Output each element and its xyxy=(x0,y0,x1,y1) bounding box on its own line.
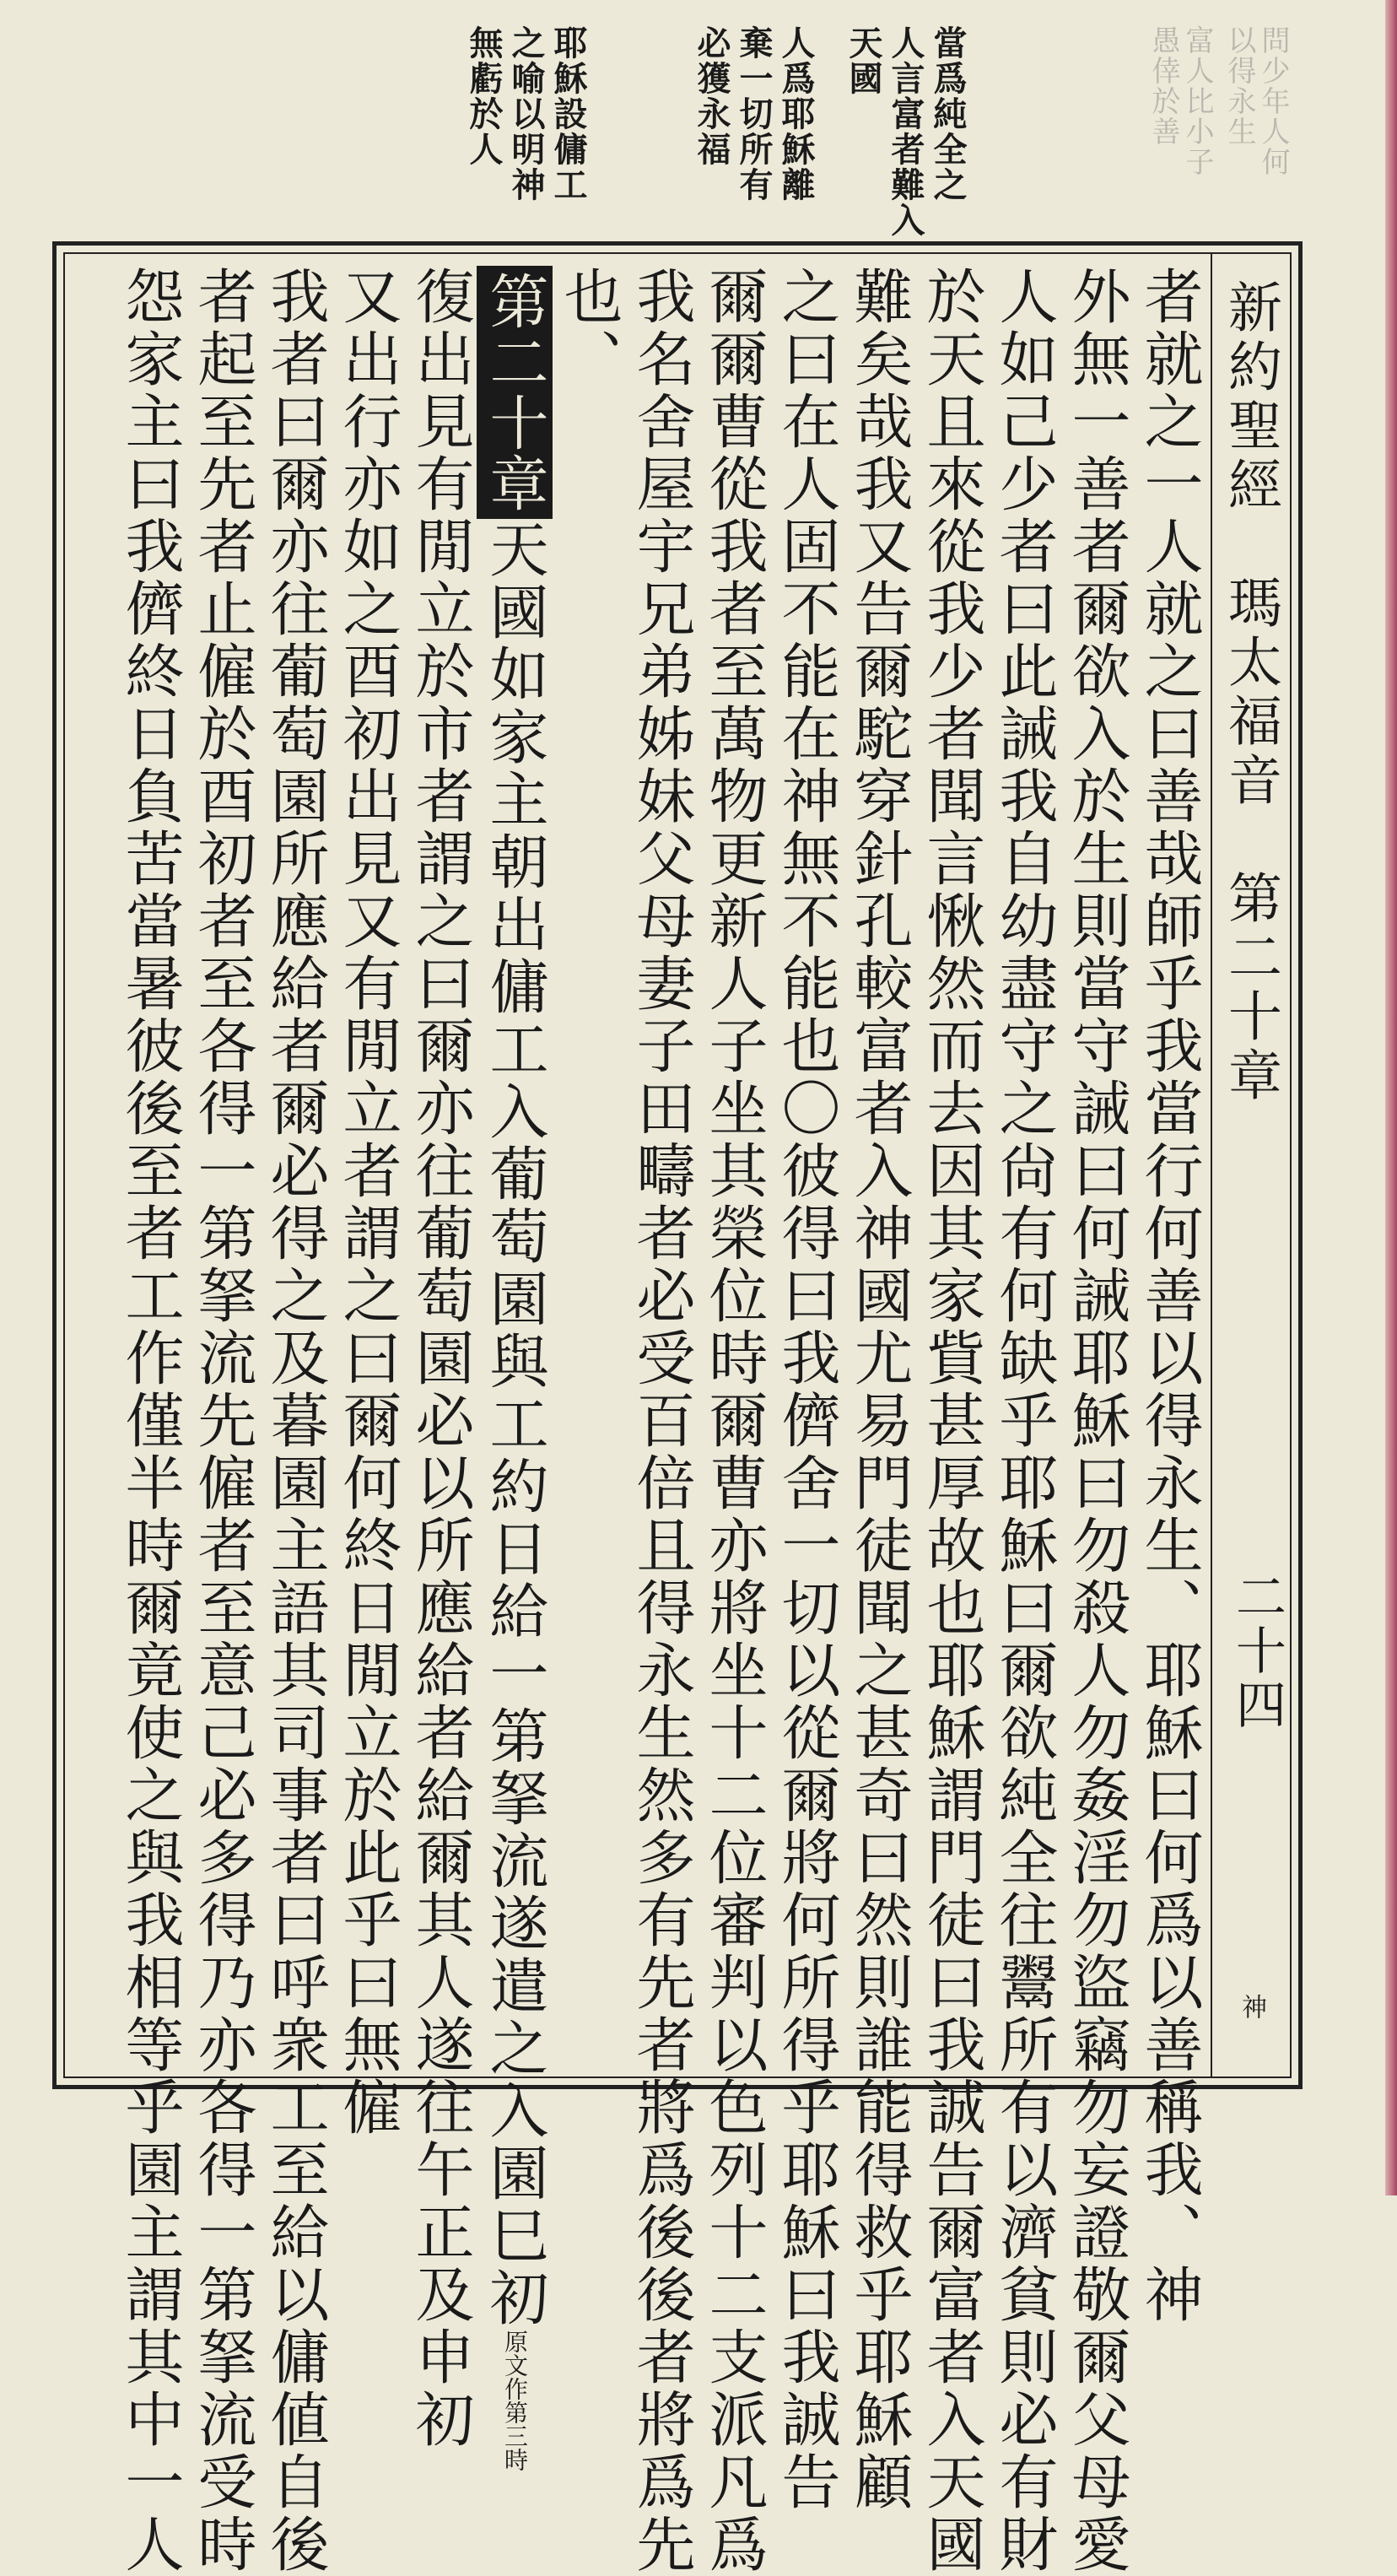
chapter-start-line: 第二十章天國如家主朝出傭工入葡萄園與工約日給一第拏流遂遣之入園巳初原文作第三時 xyxy=(477,266,553,2063)
inline-note: 原文作第三時 xyxy=(501,2330,529,2471)
text-line: 我名舍屋宇兄弟姊妹父母妻子田疇者必受百倍且得永生然多有先者將爲後後者將爲先 xyxy=(627,266,696,2576)
margin-note: 當爲純全之 xyxy=(928,25,968,203)
margin-notes xyxy=(51,25,1291,238)
margin-note: 耶穌設傭工 xyxy=(548,25,588,203)
text-line: 者起至先者止僱於酉初者至各得一第拏流先僱者至意己必多得乃亦各得一第拏流受時 xyxy=(188,266,257,2576)
margin-note-faint: 以得永生 xyxy=(1222,25,1256,147)
text-line: 我者曰爾亦往葡萄園所應給者爾必得之及暮園主語其司事者曰呼衆工至給以傭値自後 xyxy=(261,266,330,2576)
margin-note: 必獲永福 xyxy=(692,25,731,167)
header-title: 新約聖經 瑪太福音 第二十章 xyxy=(1219,279,1281,1106)
margin-note: 之喻以明神 xyxy=(506,25,546,203)
running-header xyxy=(1211,254,1290,2076)
margin-note: 人言富者難入 xyxy=(886,25,925,238)
text-frame-inner xyxy=(63,252,1292,2576)
scripture-body xyxy=(114,266,1206,2576)
page-number: 二十四 xyxy=(1227,1570,1286,1732)
text-line: 爾爾曹從我者至萬物更新人子坐其榮位時爾曹亦將坐十二位審判以色列十二支派凡爲 xyxy=(699,266,769,2576)
chapter-heading: 第二十章 xyxy=(477,266,553,519)
text-line: 之曰在人固不能在神無不能也〇彼得曰我儕舍一切以從爾將何所得乎耶穌曰我誠告 xyxy=(772,266,841,2514)
text-line: 外無一善者爾欲入於生則當守誡曰何誡耶穌曰勿殺人勿姦淫勿盜竊勿妄證敬爾父母愛 xyxy=(1062,266,1131,2576)
text-line: 也、 xyxy=(554,266,623,391)
text-line: 復出見有閒立於市者謂之曰爾亦往葡萄園必以所應給者給爾其人遂往午正及申初 xyxy=(406,266,475,2451)
margin-note-faint: 富人比小子 xyxy=(1180,25,1214,177)
text-line: 難矣哉我又告爾駝穿針孔較富者入神國尤易門徒聞之甚奇曰然則誰能得救乎耶穌顧 xyxy=(844,266,914,2514)
text-line: 又出行亦如之酉初出見又有閒立者謂之曰爾何終日閒立於此乎曰無僱 xyxy=(333,266,402,2139)
text-line: 於天且來從我少者聞言愀然而去因其家貲甚厚故也耶穌謂門徒曰我誠告爾富者入天國 xyxy=(917,266,986,2576)
header-mark: 神 xyxy=(1237,1994,1266,2019)
text-line: 怨家主曰我儕終日負苦當暑彼後至者工作僅半時爾竟使之與我相等乎園主謂其中一人 xyxy=(116,266,185,2576)
page-edge xyxy=(1385,0,1397,2195)
margin-note: 天國 xyxy=(844,25,883,96)
text-frame xyxy=(52,241,1303,2576)
margin-note: 人爲耶穌離 xyxy=(776,25,816,203)
margin-note: 無虧於人 xyxy=(464,25,504,167)
margin-note: 棄一切所有 xyxy=(734,25,774,203)
text-line: 者就之一人就之曰善哉師乎我當行何善以得永生、耶穌曰何爲以善稱我、神 xyxy=(1135,266,1204,2326)
margin-note-faint: 問少年人何 xyxy=(1256,25,1290,177)
margin-note-faint: 愚倖於善 xyxy=(1146,25,1180,147)
text-line: 人如己少者曰此誡我自幼盡守之尙有何缺乎耶穌曰爾欲純全往鬻所有以濟貧則必有財 xyxy=(990,266,1059,2576)
